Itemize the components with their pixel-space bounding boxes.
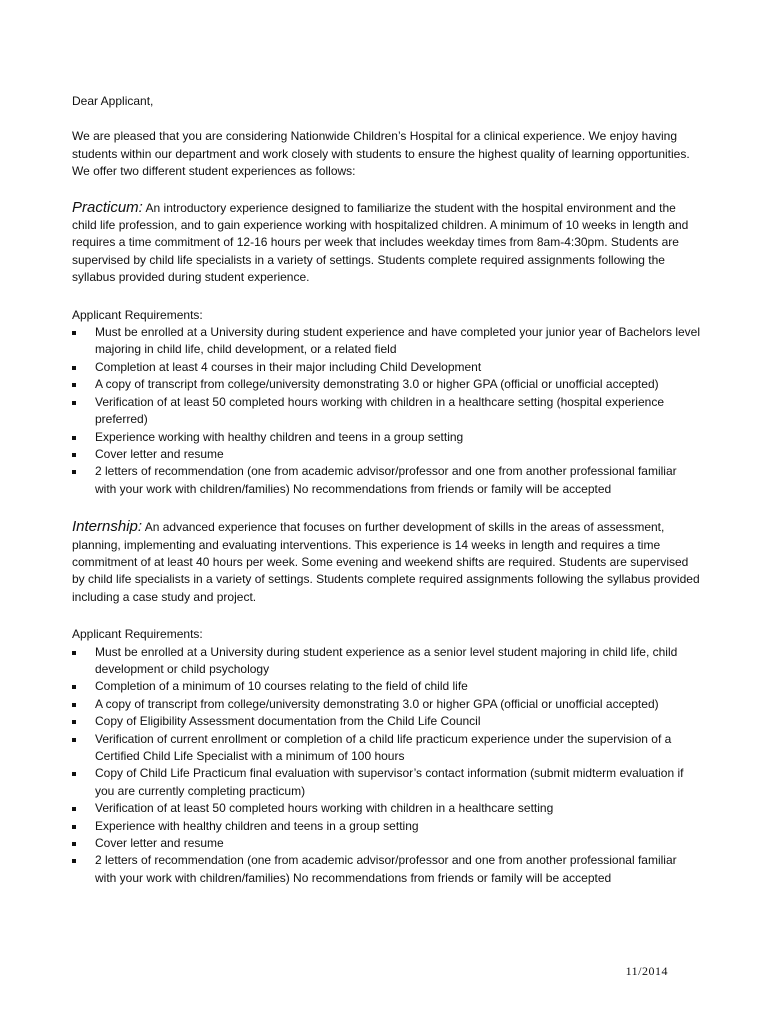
square-bullet-icon (72, 825, 76, 829)
list-item: Completion at least 4 courses in their major including Child Development (72, 359, 700, 376)
square-bullet-icon (72, 470, 76, 474)
practicum-requirements-list (72, 324, 700, 498)
internship-requirements-title: Applicant Requirements: (72, 627, 203, 642)
square-bullet-icon (72, 436, 76, 440)
square-bullet-icon (72, 453, 76, 457)
list-item: Experience with healthy children and teens in a group setting (72, 818, 700, 835)
list-item: Copy of Child Life Practicum final evaluation with supervisor’s contact information (submit midterm evaluation if you are currently completing practicum) (72, 765, 700, 800)
list-item: Experience working with healthy children and teens in a group setting (72, 429, 700, 446)
list-item: Must be enrolled at a University during student experience as a senior level student majoring in child life, child development or child psychology (72, 644, 700, 679)
internship-description: An advanced experience that focuses on further development of skills in the areas of assessment, planning, implementing and evaluating interventions. This experience is 14 weeks in length and requires a time commitment of at least 40 hours per week. Some evening and weekend shifts are required. Students are supervised by child life specialists in a variety of settings. Students complete required assignments following the syllabus provided including a case study and project. (72, 520, 700, 604)
list-item: 2 letters of recommendation (one from academic advisor/professor and one from another professional familiar with your work with children/families) No recommendations from friends or family will be accepted (72, 852, 700, 887)
square-bullet-icon (72, 401, 76, 405)
square-bullet-icon (72, 842, 76, 846)
list-item: Must be enrolled at a University during student experience and have completed your junior year of Bachelors level majoring in child life, child development, or a related field (72, 324, 700, 359)
letter-body (72, 93, 700, 907)
internship-requirements-list (72, 644, 700, 888)
list-item: A copy of transcript from college/university demonstrating 3.0 or higher GPA (official or unofficial accepted) (72, 376, 700, 393)
list-item: Verification of current enrollment or completion of a child life practicum experience under the supervision of a Certified Child Life Specialist with a minimum of 100 hours (72, 731, 700, 766)
footer-date: 11/2014 (625, 964, 668, 978)
list-item: Cover letter and resume (72, 835, 700, 852)
greeting: Dear Applicant, (72, 94, 154, 108)
square-bullet-icon (72, 651, 76, 655)
internship-heading: Internship: (72, 518, 143, 536)
square-bullet-icon (72, 703, 76, 707)
square-bullet-icon (72, 366, 76, 370)
square-bullet-icon (72, 383, 76, 387)
square-bullet-icon (72, 685, 76, 689)
internship-section (72, 518, 700, 606)
list-item: Cover letter and resume (72, 446, 700, 463)
list-item: A copy of transcript from college/university demonstrating 3.0 or higher GPA (official or unofficial accepted) (72, 696, 700, 713)
list-item: 2 letters of recommendation (one from academic advisor/professor and one from another professional familiar with your work with children/families) No recommendations from friends or family will be accepted (72, 463, 700, 498)
square-bullet-icon (72, 807, 76, 811)
list-item: Verification of at least 50 completed hours working with children in a healthcare setting (72, 800, 700, 817)
practicum-heading: Practicum: (72, 198, 143, 216)
square-bullet-icon (72, 720, 76, 724)
square-bullet-icon (72, 859, 76, 863)
practicum-requirements-title: Applicant Requirements: (72, 307, 203, 322)
list-item: Completion of a minimum of 10 courses relating to the field of child life (72, 678, 700, 695)
square-bullet-icon (72, 331, 76, 335)
list-item: Copy of Eligibility Assessment documentation from the Child Life Council (72, 713, 700, 730)
practicum-description: An introductory experience designed to familiarize the student with the hospital environment and the child life profession, and to gain experience working with hospitalized children. A minimum of 10 weeks in length and requires a time commitment of 12-16 hours per week that includes weekday times from 8am-4:30pm. Students are supervised by child life specialists in a variety of settings. Students complete required assignments following the syllabus provided during student experience. (72, 200, 689, 285)
square-bullet-icon (72, 772, 76, 776)
square-bullet-icon (72, 738, 76, 742)
list-item: Verification of at least 50 completed hours working with children in a healthcare setting (hospital experience preferred) (72, 394, 700, 429)
practicum-section (72, 199, 700, 287)
intro-paragraph: We are pleased that you are considering Nationwide Children’s Hospital for a clinical experience. We enjoy having students within our department and work closely with students to ensure the highest quality of learning opportunities. We offer two different student experiences as follows: (72, 129, 690, 179)
